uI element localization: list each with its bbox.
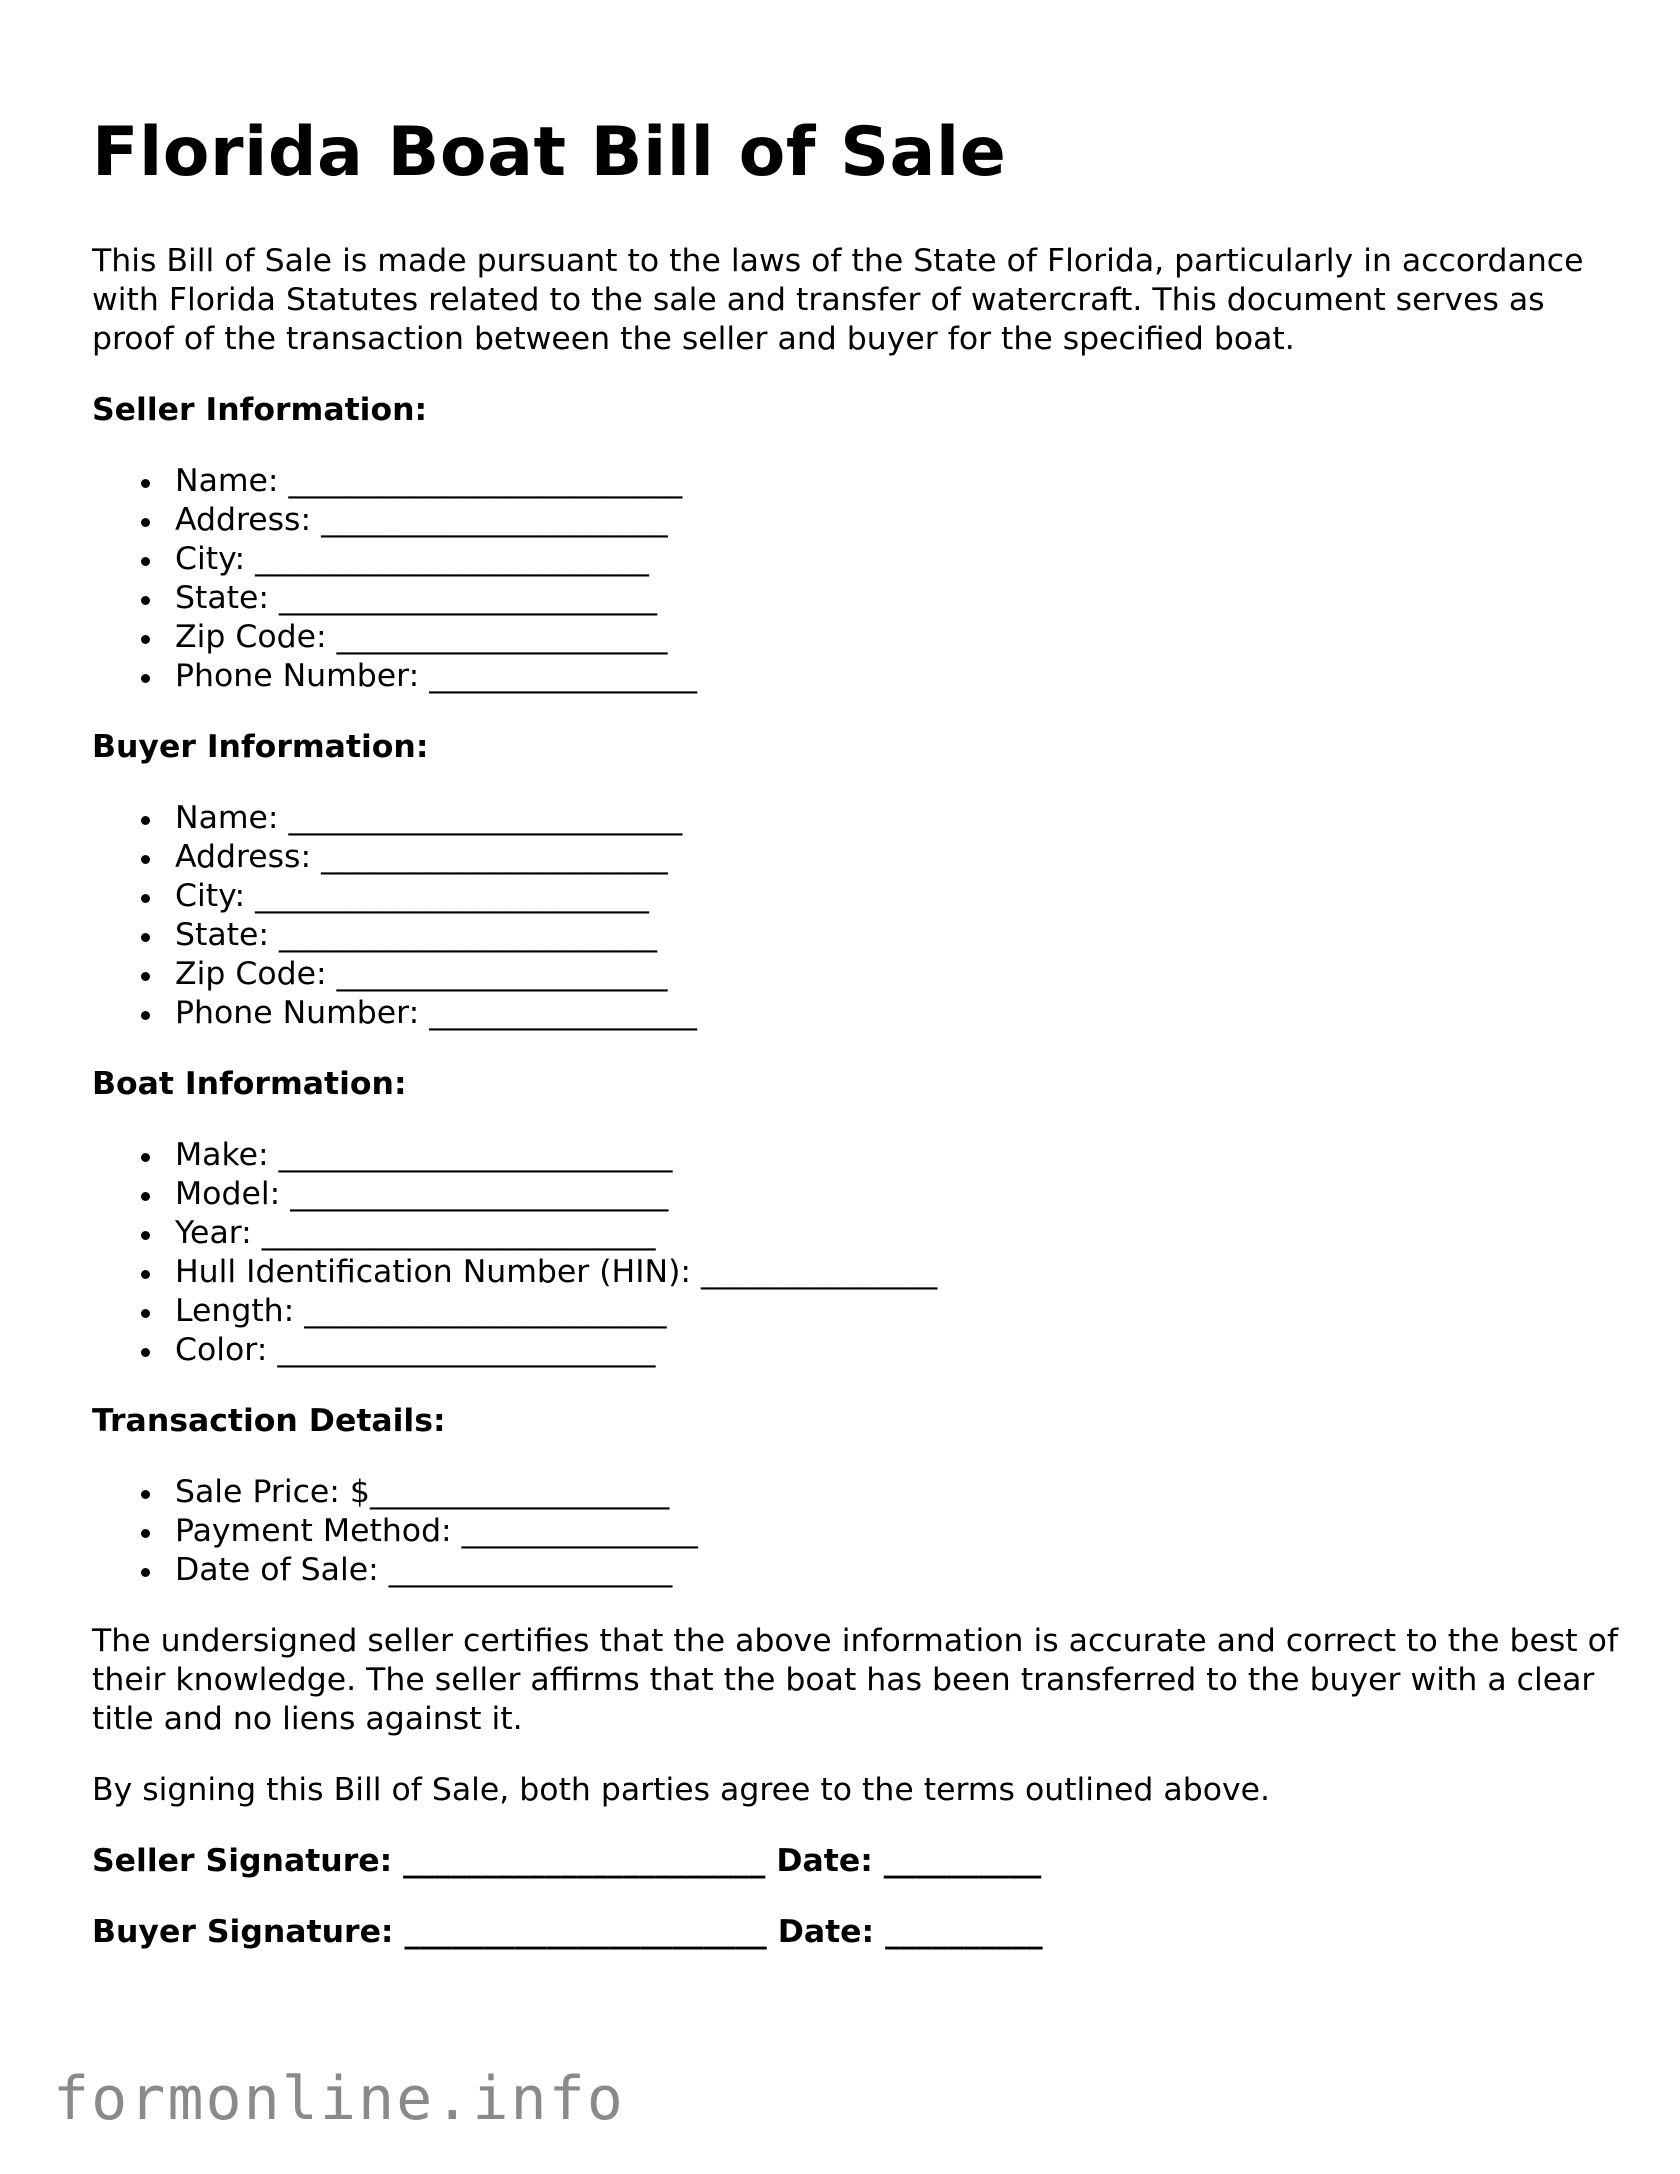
intro-paragraph: This Bill of Sale is made pursuant to the laws of the State of Florida, particularly in accordance with Florida Statutes related to the sale and transfer of watercraft. This document serves as proof of the transaction between the seller and buyer for the specified boat. [92,243,1584,357]
sale-price-field[interactable]: Sale Price: $___________________ [92,1473,1622,1512]
certification-paragraph: The undersigned seller certifies that the above information is accurate and correct to the best of their knowledge. The seller affirms that the boat has been transferred to the buyer with a clear title and no liens against it. [92,1623,1619,1737]
buyer-section-heading: Buyer Information: [92,729,429,765]
boat-year-field[interactable]: Year: _________________________ [92,1214,1622,1253]
buyer-state-field[interactable]: State: ________________________ [92,916,1622,955]
agreement-paragraph: By signing this Bill of Sale, both parties agree to the terms outlined above. [92,1772,1271,1808]
boat-length-field[interactable]: Length: _______________________ [92,1292,1622,1331]
boat-section-heading: Boat Information: [92,1066,407,1102]
boat-color-field[interactable]: Color: ________________________ [92,1331,1622,1370]
seller-zip-field[interactable]: Zip Code: _____________________ [92,618,1622,657]
seller-signature-line[interactable]: Seller Signature: _______________________ Date: __________ [92,1843,1042,1879]
boat-make-field[interactable]: Make: _________________________ [92,1136,1622,1175]
seller-address-field[interactable]: Address: ______________________ [92,501,1622,540]
document [92,112,1622,1984]
page-title: Florida Boat Bill of Sale [92,113,1007,192]
watermark: formonline.info [53,2064,625,2134]
seller-phone-field[interactable]: Phone Number: _________________ [92,657,1622,696]
buyer-fields-list [92,799,1622,1033]
seller-section-heading: Seller Information: [92,392,428,428]
seller-fields-list [92,462,1622,696]
buyer-zip-field[interactable]: Zip Code: _____________________ [92,955,1622,994]
transaction-section-heading: Transaction Details: [92,1403,446,1439]
buyer-city-field[interactable]: City: _________________________ [92,877,1622,916]
payment-method-field[interactable]: Payment Method: _______________ [92,1512,1622,1551]
buyer-name-field[interactable]: Name: _________________________ [92,799,1622,838]
buyer-phone-field[interactable]: Phone Number: _________________ [92,994,1622,1033]
transaction-fields-list [92,1473,1622,1590]
seller-city-field[interactable]: City: _________________________ [92,540,1622,579]
seller-state-field[interactable]: State: ________________________ [92,579,1622,618]
boat-fields-list [92,1136,1622,1370]
buyer-address-field[interactable]: Address: ______________________ [92,838,1622,877]
date-of-sale-field[interactable]: Date of Sale: __________________ [92,1551,1622,1590]
boat-hin-field[interactable]: Hull Identification Number (HIN): _______________ [92,1253,1622,1292]
buyer-signature-line[interactable]: Buyer Signature: _______________________ Date: __________ [92,1914,1043,1950]
seller-name-field[interactable]: Name: _________________________ [92,462,1622,501]
boat-model-field[interactable]: Model: ________________________ [92,1175,1622,1214]
